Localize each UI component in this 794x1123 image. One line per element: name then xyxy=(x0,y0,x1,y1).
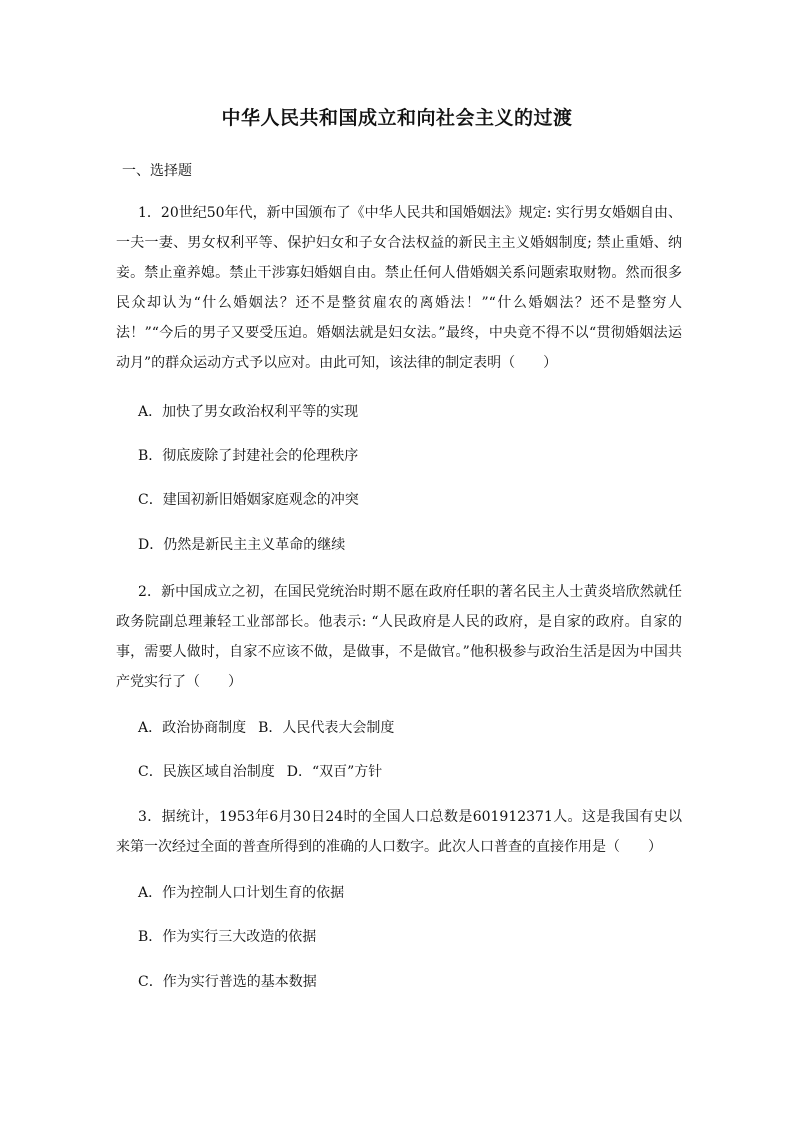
question-2-option-b: B．人民代表大会制度 xyxy=(258,720,395,736)
question-2-options-row-2 xyxy=(138,762,382,782)
question-2-option-a: A．政治协商制度 xyxy=(138,720,247,736)
question-1-stem: 1．20世纪50年代，新中国颁布了《中华人民共和国婚姻法》规定: 实行男女婚姻自由、一夫一妻、男女权利平等、保护妇女和子女合法权益的新民主主义婚姻制度; 禁止重婚、纳妾。禁止童养媳。禁止干涉寡妇婚姻自由。禁止任何人借婚姻关系问题索取财物。然而很多民众却认为“什么婚姻法？还不是整贫雇农的离婚法！”“什么婚姻法？还不是整穷人法！”“今后的男子又要受压迫。婚姻法就是妇女法。”最终，中央竟不得不以“贯彻婚姻法运动月”的群众运动方式予以应对。由此可知，该法律的制定表明（ ） xyxy=(116,205,682,371)
question-1-option-b: B．彻底废除了封建社会的伦理秩序 xyxy=(138,448,359,464)
question-1-option-d: D．仍然是新民主主义革命的继续 xyxy=(138,537,346,553)
question-1-option-c: C．建国初新旧婚姻家庭观念的冲突 xyxy=(138,492,359,508)
question-2-stem: 2．新中国成立之初，在国民党统治时期不愿在政府任职的著名民主人士黄炎培欣然就任政务院副总理兼轻工业部部长。他表示: “人民政府是人民的政府，是自家的政府。自家的事，需要人做时，自家不应该不做，是做事，不是做官。”他积极参与政治生活是因为中国共产党实行了（ ） xyxy=(116,584,682,690)
question-1-option-a: A．加快了男女政治权利平等的实现 xyxy=(138,404,359,420)
document-title: 中华人民共和国成立和向社会主义的过渡 xyxy=(221,107,573,129)
section-heading: 一、选择题 xyxy=(122,163,192,179)
question-2-options-row-1 xyxy=(138,718,394,738)
question-2-option-d: D．“双百”方针 xyxy=(286,764,383,780)
question-2-option-c: C．民族区域自治制度 xyxy=(138,764,275,780)
question-3-option-c: C．作为实行普选的基本数据 xyxy=(138,974,317,990)
question-3-stem: 3．据统计，1953年6月30日24时的全国人口总数是601912371人。这是我国有史以来第一次经过全面的普查所得到的准确的人口数字。此次人口普查的直接作用是（ ） xyxy=(116,809,682,855)
question-3-option-b: B．作为实行三大改造的依据 xyxy=(138,929,317,945)
question-3-option-a: A．作为控制人口计划生育的依据 xyxy=(138,885,345,901)
